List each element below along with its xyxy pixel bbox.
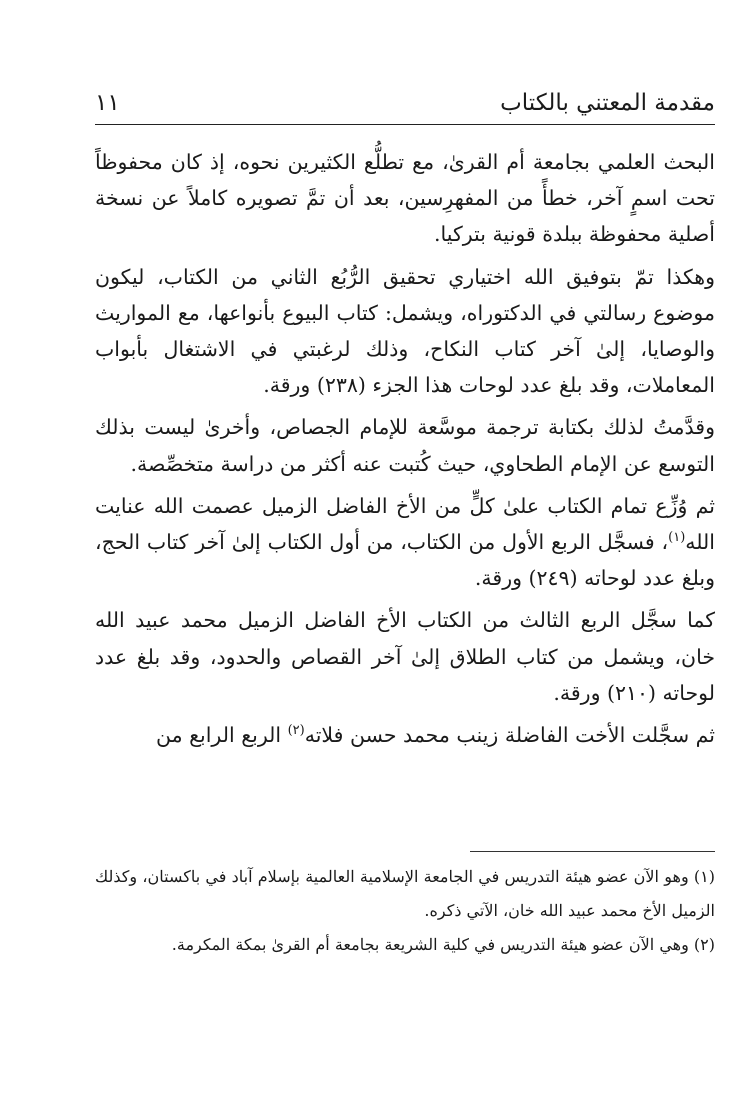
- header-rule: [95, 124, 715, 125]
- footnote-separator: [470, 851, 715, 852]
- footnote-ref-1: (١): [668, 530, 686, 546]
- paragraph-3: وقدَّمتُ لذلك بكتابة ترجمة موسَّعة للإمام الجصاص، وأخرىٰ ليست بذلك التوسع عن الإمام الطحاوي، حيث كُتبت عنه أكثر من دراسة متخصِّصة.: [95, 415, 715, 476]
- paragraph-6: [95, 717, 715, 753]
- footnotes: [95, 860, 715, 962]
- page-number: ١١: [95, 90, 120, 116]
- paragraph-4-text-b: ، فسجَّل الربع الأول من الكتاب، من أول الكتاب إلىٰ آخر كتاب الحج، وبلغ عدد لوحاته (٢٤٩) ورقة.: [95, 530, 715, 591]
- paragraph-6-text-b: الربع الرابع من: [156, 723, 288, 748]
- paragraph-4-text-a: ثم وُزِّع تمام الكتاب علىٰ كلٍّ من الأخ الفاضل الزميل عصمت الله عنايت الله: [95, 493, 715, 555]
- running-title: مقدمة المعتني بالكتاب: [500, 90, 715, 116]
- paragraph-4: [95, 488, 715, 597]
- paragraph-2: وهكذا تمّ بتوفيق الله اختياري تحقيق الرُّبُع الثاني من الكتاب، ليكون موضوع رسالتي في الدكتوراه، ويشمل: كتاب البيوع بأنواعها، مع المواريث والوصايا، إلىٰ آخر كتاب النكاح، وذلك لرغبتي في الاشتغال بأبواب المعاملات، وقد بلغ عدد لوحات هذا الجزء (٢٣٨) ورقة.: [95, 264, 715, 398]
- page-header: [95, 88, 715, 122]
- main-text: [95, 144, 715, 759]
- footnote-ref-2: (٢): [287, 723, 305, 739]
- footnote-2: (٢) وهي الآن عضو هيئة التدريس في كلية الشريعة بجامعة أم القرىٰ بمكة المكرمة.: [171, 935, 715, 954]
- paragraph-1: البحث العلمي بجامعة أم القرىٰ، مع تطلُّع الكثيرين نحوه، إذ كان محفوظاً تحت اسمٍ آخر، خطأً من المفهرِسين، بعد أن تمَّ تصويره كاملاً عن نسخة أصلية محفوظة ببلدة قونية بتركيا.: [95, 150, 715, 247]
- footnote-1: (١) وهو الآن عضو هيئة التدريس في الجامعة الإسلامية العالمية بإسلام آباد في باكستان، وكذلك الزميل الأخ محمد عبيد الله خان، الآتي ذكره.: [95, 867, 715, 920]
- paragraph-5: كما سجَّل الربع الثالث من الكتاب الأخ الفاضل الزميل محمد عبيد الله خان، ويشمل من كتاب الطلاق إلىٰ آخر القصاص والحدود، وقد بلغ عدد لوحاته (٢١٠) ورقة.: [95, 608, 715, 705]
- paragraph-6-text-a: ثم سجَّلت الأخت الفاضلة زينب محمد حسن فلاته: [304, 723, 715, 748]
